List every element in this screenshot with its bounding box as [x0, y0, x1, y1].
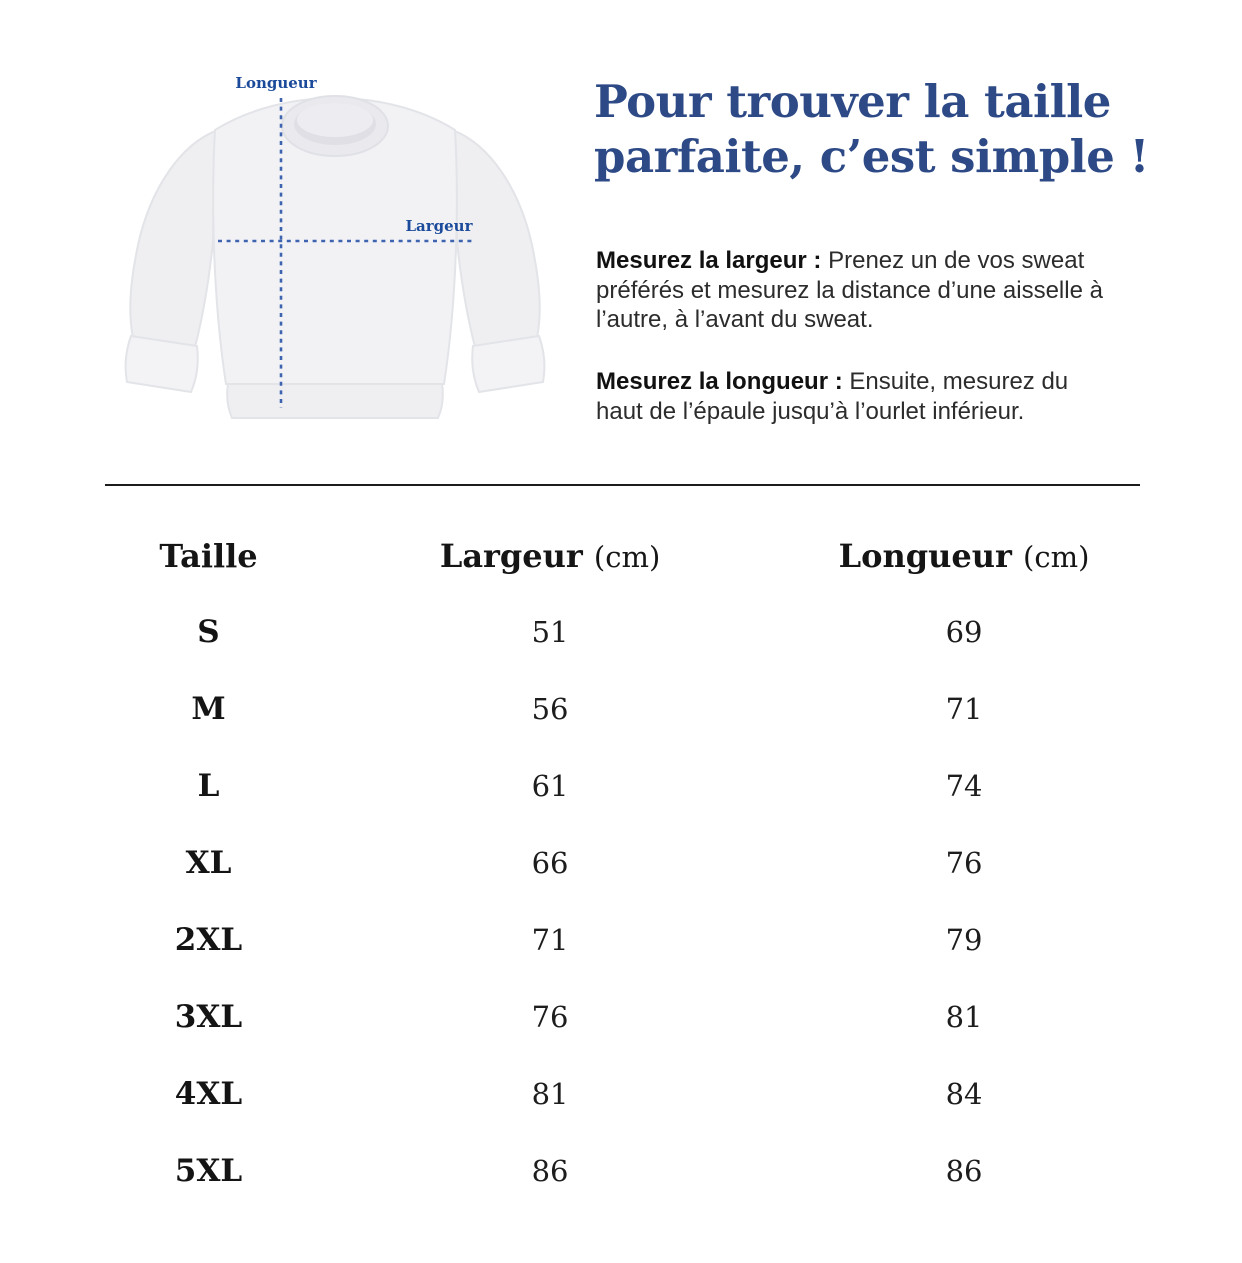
measure-width-text: Prenez un de vos sweat préférés et mesurez la distance d’une aisselle à l’autre, à l’avant du sweat.	[596, 247, 1103, 333]
width-cell: 56	[531, 691, 569, 726]
header-largeur	[312, 537, 788, 575]
left-sleeve-shape	[130, 130, 218, 347]
size-cell: 4XL	[174, 1075, 243, 1112]
header-longueur	[788, 537, 1140, 575]
right-cuff-shape	[472, 336, 544, 392]
size-cell: S	[197, 613, 220, 650]
left-cuff-shape	[126, 336, 198, 392]
longueur-label: Longueur	[235, 74, 317, 92]
length-cell: 71	[945, 691, 983, 726]
length-cell: 74	[945, 768, 983, 803]
page-title	[594, 74, 1174, 184]
length-cell: 86	[945, 1153, 983, 1188]
size-cell: L	[197, 767, 220, 804]
width-cell: 81	[531, 1076, 569, 1111]
table-row	[105, 747, 1140, 824]
header-largeur-label: Largeur	[439, 537, 583, 575]
table-row	[105, 824, 1140, 901]
size-cell: 3XL	[174, 998, 243, 1035]
size-cell: XL	[185, 844, 232, 881]
width-cell: 86	[531, 1153, 569, 1188]
size-cell: M	[191, 690, 226, 727]
waistband-shape	[227, 384, 443, 418]
length-cell: 79	[945, 922, 983, 957]
size-cell: 2XL	[174, 921, 243, 958]
measure-width-lead: Mesurez la largeur :	[596, 247, 822, 274]
header-longueur-unit: (cm)	[1023, 540, 1090, 574]
table-row	[105, 978, 1140, 1055]
sweatshirt-illustration	[100, 40, 570, 460]
width-cell: 76	[531, 999, 569, 1034]
measure-length-paragraph	[596, 367, 1096, 426]
table-row	[105, 1132, 1140, 1209]
header-longueur-label: Longueur	[838, 537, 1012, 575]
measure-length-text: Ensuite, mesurez du haut de l’épaule jusqu’à l’ourlet inférieur.	[596, 368, 1069, 425]
length-cell: 84	[945, 1076, 983, 1111]
length-cell: 69	[945, 614, 983, 649]
size-cell: 5XL	[174, 1152, 243, 1189]
sweatshirt-graphic	[126, 96, 545, 418]
width-cell: 66	[531, 845, 569, 880]
measure-width-paragraph	[596, 246, 1161, 335]
length-cell: 81	[945, 999, 983, 1034]
table-row	[105, 1055, 1140, 1132]
measure-length-lead: Mesurez la longueur :	[596, 368, 843, 395]
largeur-label: Largeur	[405, 217, 473, 235]
page-title-line1: Pour trouver la taille	[594, 75, 1111, 128]
header-largeur-unit: (cm)	[593, 540, 661, 574]
width-cell: 71	[531, 922, 569, 957]
table-row	[105, 593, 1140, 670]
table-row	[105, 670, 1140, 747]
collar-inner-shape	[297, 103, 373, 137]
header-taille: Taille	[159, 537, 258, 575]
right-sleeve-shape	[452, 130, 540, 347]
table-row	[105, 901, 1140, 978]
length-cell: 76	[945, 845, 983, 880]
width-cell: 51	[531, 614, 569, 649]
width-cell: 61	[531, 768, 569, 803]
section-divider	[105, 484, 1140, 486]
size-table-header-row	[105, 519, 1140, 593]
page-title-line2: parfaite, c’est simple !	[594, 130, 1149, 183]
size-table	[105, 519, 1140, 1209]
